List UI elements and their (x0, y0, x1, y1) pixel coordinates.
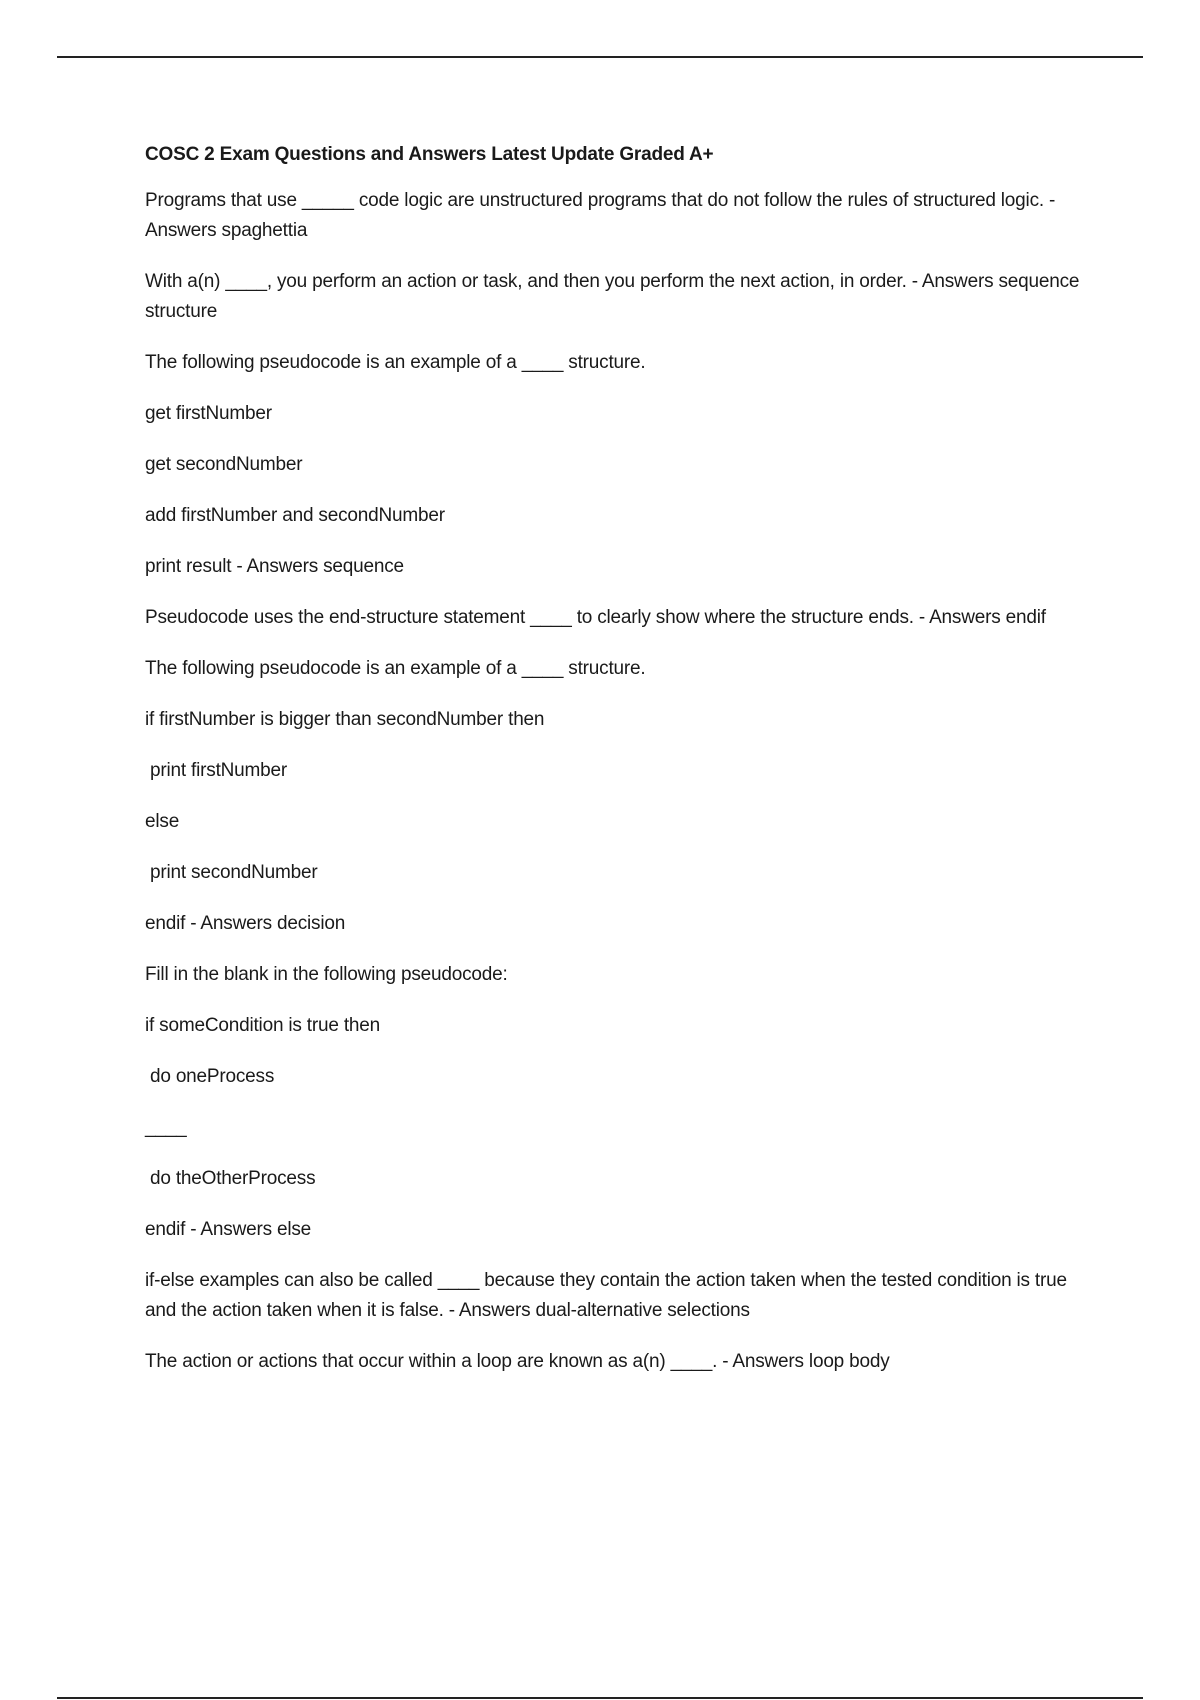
paragraph: add firstNumber and secondNumber (145, 505, 445, 526)
paragraph: print firstNumber (150, 760, 288, 781)
paragraph: print result - Answers sequence (145, 556, 404, 577)
paragraph: With a(n) ____, you perform an action or task, and then you perform the next action, in order. - Answers sequence structure (145, 271, 1080, 322)
paragraph: The following pseudocode is an example of a ____ structure. (145, 658, 646, 679)
paragraph: endif - Answers else (145, 1219, 312, 1240)
paragraph: Fill in the blank in the following pseudocode: (145, 964, 508, 985)
paragraph: get firstNumber (145, 403, 272, 424)
paragraph: if-else examples can also be called ____ because they contain the action taken when the tested condition is true and the action taken when it is false. - Answers dual-alternative selections (145, 1270, 1067, 1321)
paragraph: else (145, 811, 180, 832)
document-body (145, 140, 1095, 1398)
paragraph-list (145, 186, 1095, 1377)
document-title: COSC 2 Exam Questions and Answers Latest Update Graded A+ (145, 144, 714, 165)
paragraph: print secondNumber (150, 862, 318, 883)
paragraph: The following pseudocode is an example of a ____ structure. (145, 352, 646, 373)
top-rule (57, 56, 1143, 58)
paragraph: Pseudocode uses the end-structure statement ____ to clearly show where the structure ends. - Answers endif (145, 607, 1046, 628)
paragraph: if firstNumber is bigger than secondNumber then (145, 709, 545, 730)
paragraph: Programs that use _____ code logic are unstructured programs that do not follow the rules of structured logic. - Answers spaghettia (145, 190, 1056, 241)
paragraph: ____ (145, 1117, 187, 1138)
paragraph: if someCondition is true then (145, 1015, 380, 1036)
paragraph: do oneProcess (150, 1066, 275, 1087)
paragraph: endif - Answers decision (145, 913, 346, 934)
paragraph: do theOtherProcess (150, 1168, 316, 1189)
paragraph: get secondNumber (145, 454, 303, 475)
paragraph: The action or actions that occur within a loop are known as a(n) ____. - Answers loop body (145, 1351, 890, 1372)
bottom-rule (57, 1697, 1143, 1699)
